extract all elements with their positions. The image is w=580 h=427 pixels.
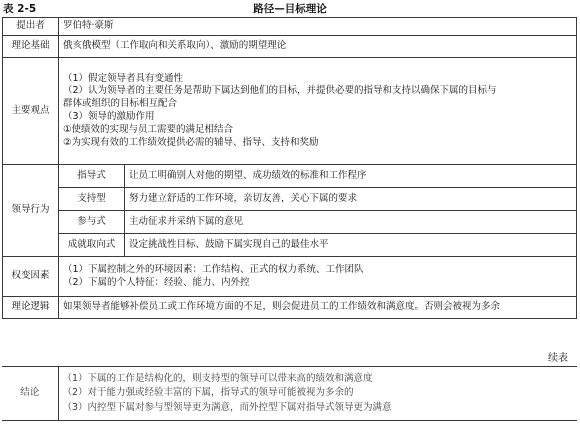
table-title: 路径—目标理论 bbox=[253, 3, 327, 15]
behavior-desc: 让员工明确别人对他的期望、成功绩效的标准和工作程序 bbox=[125, 165, 577, 188]
value-conclusion bbox=[58, 367, 577, 421]
behavior-desc: 主动征求并采纳下属的意见 bbox=[125, 211, 577, 234]
row-logic bbox=[3, 297, 577, 319]
row-behavior bbox=[3, 234, 577, 257]
row-views bbox=[3, 58, 577, 165]
label-views: 主要观点 bbox=[3, 58, 59, 165]
value-views bbox=[59, 58, 577, 165]
value-logic: 如果领导者能够补偿员工或工作环境方面的不足，则会促进员工的工作绩效和满意度。否则会被视为多余 bbox=[59, 297, 577, 319]
views-line: ②为实现有效的工作绩效提供必需的辅导、指导、支持和奖励 bbox=[63, 136, 319, 148]
row-behavior bbox=[3, 165, 577, 188]
row-behavior bbox=[3, 188, 577, 211]
row-behavior bbox=[3, 211, 577, 234]
label-basis: 理论基础 bbox=[3, 36, 59, 58]
continued-label: 续表 bbox=[548, 353, 568, 364]
continued-table bbox=[2, 366, 577, 421]
label-behavior: 领导行为 bbox=[3, 165, 59, 257]
views-line: （1）假定领导者具有变通性 bbox=[63, 72, 184, 84]
behavior-name: 支持型 bbox=[59, 188, 125, 211]
views-line: （2）认为领导者的主要任务是帮助下属达到他们的目标，并提供必要的指导和支持以确保下属的目标与 bbox=[63, 85, 497, 97]
label-proposer: 提出者 bbox=[3, 18, 59, 36]
views-line: 群体或组织的目标相互配合 bbox=[63, 98, 178, 110]
views-line: ①使绩效的实现与员工需要的满足相结合 bbox=[63, 123, 234, 135]
conclusion-line: （1）下属的工作是结构化的，则支持型的领导可以带来高的绩效和满意度 bbox=[62, 372, 373, 384]
conclusion-line: （3）内控型下属对参与型领导更为满意，而外控型下属对指导式领导更为满意 bbox=[62, 401, 392, 413]
behavior-name: 参与式 bbox=[59, 211, 125, 234]
contingency-line: （2）下属的个人特征：经验、能力、内外控 bbox=[63, 276, 250, 288]
table-number: 表 2-5 bbox=[3, 3, 37, 15]
views-line: （3）领导的激励作用 bbox=[63, 111, 155, 122]
row-proposer bbox=[3, 18, 577, 36]
label-contingency: 权变因素 bbox=[3, 257, 59, 297]
value-contingency bbox=[59, 257, 577, 297]
value-proposer: 罗伯特·豪斯 bbox=[59, 18, 577, 36]
row-basis bbox=[3, 36, 577, 58]
contingency-line: （1）下属控制之外的环境因素：工作结构、正式的权力系统、工作团队 bbox=[63, 263, 364, 275]
behavior-name: 成就取向式 bbox=[59, 234, 125, 257]
row-contingency bbox=[3, 257, 577, 297]
behavior-name: 指导式 bbox=[59, 165, 125, 188]
theory-table bbox=[2, 17, 577, 319]
value-basis: 俄亥俄模型（工作取向和关系取向）、激励的期望理论 bbox=[59, 36, 577, 58]
conclusion-line: （2）对于能力强或经验丰富的下属，指导式的领导可能被视为多余的 bbox=[62, 387, 354, 399]
label-conclusion: 结论 bbox=[2, 367, 58, 421]
behavior-desc: 设定挑战性目标、鼓励下属实现自己的最佳水平 bbox=[125, 234, 577, 257]
row-conclusion bbox=[2, 367, 577, 421]
behavior-desc: 努力建立舒适的工作环境，亲切友善，关心下属的要求 bbox=[125, 188, 577, 211]
label-logic: 理论逻辑 bbox=[3, 297, 59, 319]
